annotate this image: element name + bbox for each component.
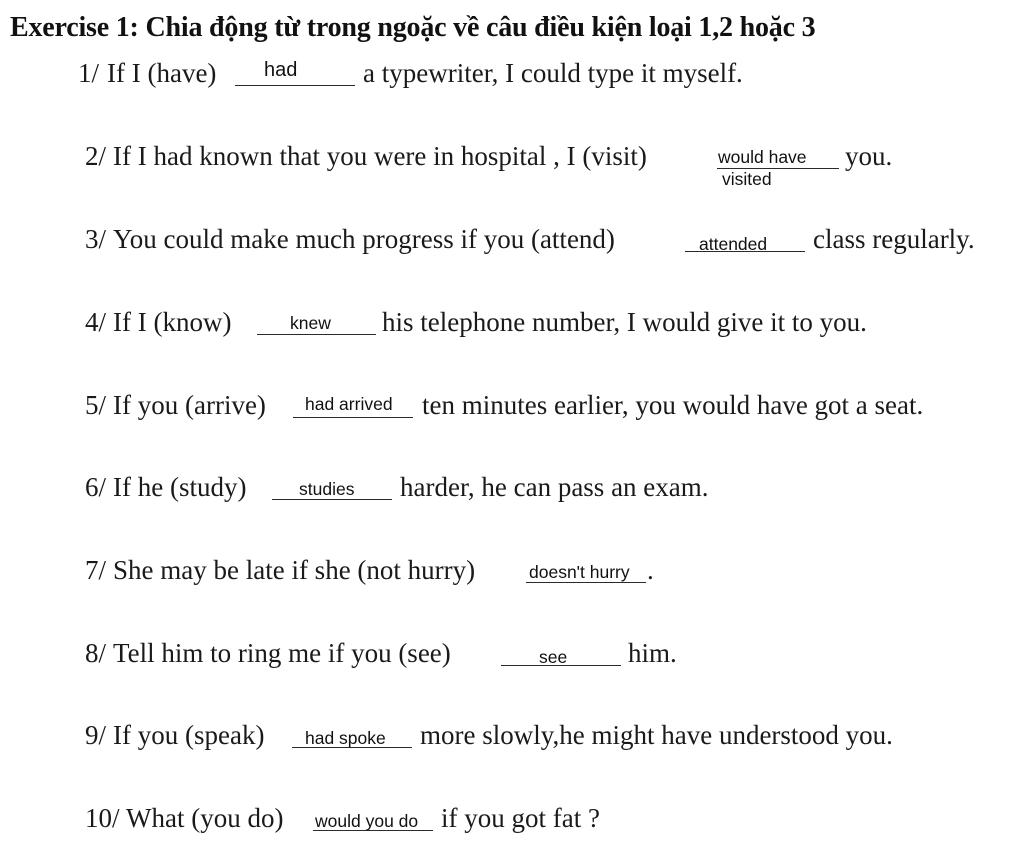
answer-text[interactable]: studies bbox=[299, 479, 355, 499]
item-continuation: a typewriter, I could type it myself. bbox=[363, 58, 743, 88]
item-number: 10/ bbox=[85, 803, 120, 833]
item-continuation: if you got fat ? bbox=[441, 803, 600, 833]
item-prompt: If I (have) bbox=[107, 58, 217, 88]
answer-text[interactable]: had spoke bbox=[305, 728, 386, 748]
exercise-item-4 bbox=[85, 305, 945, 345]
exercise-item-9 bbox=[85, 718, 965, 758]
answer-blank bbox=[235, 85, 355, 86]
item-number: 5/ bbox=[85, 390, 107, 420]
exercise-title: Exercise 1: Chia động từ trong ngoặc về câu điều kiện loại 1,2 hoặc 3 bbox=[10, 12, 816, 43]
item-continuation: him. bbox=[628, 638, 677, 668]
answer-text[interactable]: had arrived bbox=[305, 394, 393, 414]
answer-text[interactable]: see bbox=[539, 647, 568, 667]
item-continuation: harder, he can pass an exam. bbox=[400, 472, 709, 502]
answer-blank bbox=[272, 499, 392, 500]
item-prompt: Tell him to ring me if you (see) bbox=[113, 638, 451, 668]
item-continuation: class regularly. bbox=[813, 224, 975, 254]
exercise-item-7 bbox=[85, 553, 685, 593]
item-number: 2/ bbox=[85, 141, 107, 171]
answer-blank bbox=[293, 417, 413, 418]
item-continuation: you. bbox=[845, 141, 893, 171]
item-prompt: You could make much progress if you (attend) bbox=[113, 224, 615, 254]
exercise-item-10 bbox=[85, 801, 645, 841]
item-number: 4/ bbox=[85, 307, 107, 337]
answer-text-line-1[interactable]: would have bbox=[718, 147, 807, 167]
item-prompt: If you (speak) bbox=[113, 720, 265, 750]
item-prompt: If he (study) bbox=[113, 472, 247, 502]
item-prompt: If you (arrive) bbox=[113, 390, 266, 420]
answer-text[interactable]: doesn't hurry bbox=[529, 562, 630, 582]
exercise-item-1 bbox=[78, 56, 798, 96]
exercise-item-8 bbox=[85, 636, 705, 676]
item-number: 7/ bbox=[85, 555, 107, 585]
item-continuation: . bbox=[647, 555, 654, 585]
answer-blank bbox=[257, 334, 376, 335]
item-prompt: She may be late if she (not hurry) bbox=[113, 555, 476, 585]
item-continuation: his telephone number, I would give it to you. bbox=[382, 307, 867, 337]
answer-blank bbox=[526, 582, 646, 583]
item-continuation: ten minutes earlier, you would have got a seat. bbox=[422, 390, 924, 420]
answer-text-line-2[interactable]: visited bbox=[722, 169, 772, 189]
answer-text[interactable]: knew bbox=[290, 313, 331, 333]
item-number: 1/ bbox=[78, 58, 100, 88]
exercise-item-3 bbox=[85, 222, 1005, 262]
item-number: 6/ bbox=[85, 472, 107, 502]
item-number: 3/ bbox=[85, 224, 107, 254]
exercise-item-2 bbox=[85, 139, 905, 194]
item-number: 9/ bbox=[85, 720, 107, 750]
answer-text[interactable]: had bbox=[264, 59, 298, 81]
item-continuation: more slowly,he might have understood you. bbox=[420, 720, 893, 750]
item-prompt: What (you do) bbox=[126, 803, 284, 833]
item-prompt: If I (know) bbox=[113, 307, 232, 337]
item-number: 8/ bbox=[85, 638, 107, 668]
answer-text[interactable]: attended bbox=[699, 234, 768, 254]
answer-text[interactable]: would you do bbox=[315, 811, 419, 831]
exercise-item-5 bbox=[85, 388, 995, 428]
item-prompt: If I had known that you were in hospital , I (visit) bbox=[113, 141, 647, 171]
exercise-item-6 bbox=[85, 470, 785, 510]
